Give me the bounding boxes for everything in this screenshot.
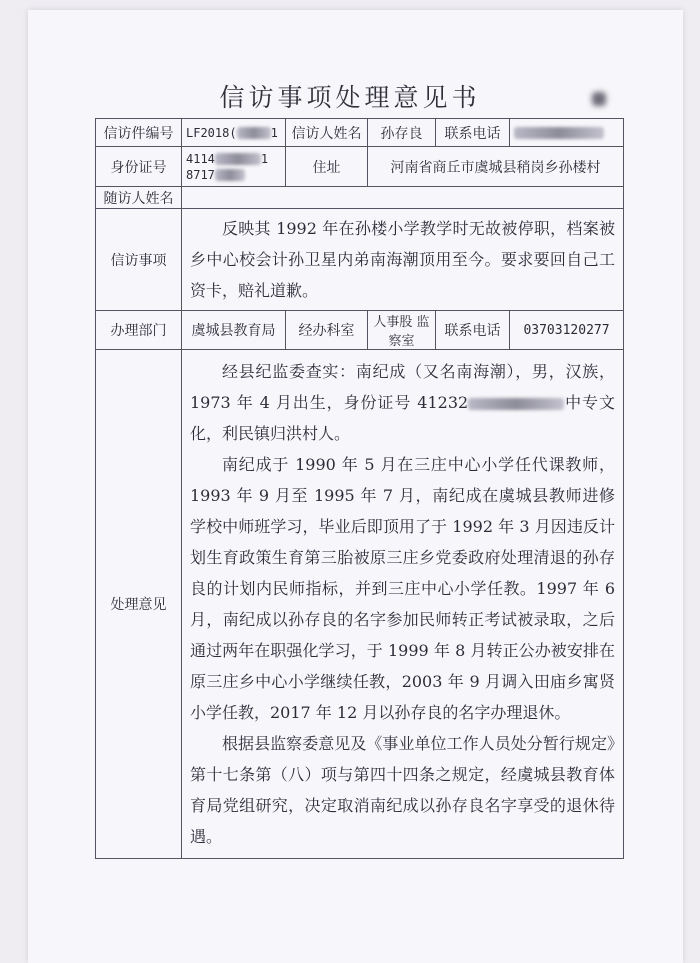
- redacted-mark: [514, 127, 604, 139]
- redacted-mark: [237, 127, 271, 139]
- companion-value: [182, 187, 624, 209]
- department-label: 办理部门: [96, 311, 182, 350]
- address-value: 河南省商丘市虞城县稍岗乡孙楼村: [368, 147, 624, 187]
- row-case-number: [96, 119, 624, 147]
- id-number-value: 4114 1 8717: [182, 147, 286, 187]
- row-matter: [96, 209, 624, 311]
- row-id-address: [96, 147, 624, 187]
- redacted-mark: [468, 398, 564, 410]
- row-opinion: [96, 350, 624, 859]
- contact-phone-value: [510, 119, 624, 147]
- redacted-mark: [215, 169, 245, 181]
- opinion-paragraph-2: 南纪成于 1990 年 5 月在三庄中心小学任代课教师，1993 年 9 月至 1995 年 7 月，南纪成在虞城县教师进修学校中师班学习，毕业后即顶用了于 1992 年 3 月因违反计划生育政策生育第三胎被原三庄乡党委政府处理清退的孙存良的计划内民师指标，并到三庄中心小学任教。1997 年 6 月，南纪成以孙存良的名字参加民师转正考试被录取，之后通过两年在职强化学习，于 1999 年 8 月转正公办被安排在原三庄乡中心小学继续任教，2003 年 9 月调入田庙乡寓贤小学任教，2017 年 12 月以孙存良的名字办理退休。: [190, 455, 615, 722]
- visitor-name-label: 信访人姓名: [286, 119, 368, 147]
- row-companion: [96, 187, 624, 209]
- visitor-name-value: 孙存良: [368, 119, 436, 147]
- opinion-text-cell: [182, 350, 624, 859]
- address-label: 住址: [286, 147, 368, 187]
- opinion-label: 处理意见: [96, 350, 182, 859]
- department-phone-value: 03703120277: [510, 311, 624, 350]
- department-office-label: 经办科室: [286, 311, 368, 350]
- petition-form-table: [95, 118, 624, 859]
- department-bureau: 虞城县教育局: [182, 311, 286, 350]
- department-phone-label: 联系电话: [436, 311, 510, 350]
- opinion-paragraph-3: 根据县监察委意见及《事业单位工作人员处分暂行规定》第十七条第（八）项与第四十四条之规定，经虞城县教育体育局党组研究，决定取消南纪成以孙存良名字享受的退休待遇。: [190, 734, 615, 846]
- redacted-mark: [215, 153, 261, 165]
- case-number-value: LF2018( 1: [182, 119, 286, 147]
- case-number-label: 信访件编号: [96, 119, 182, 147]
- matter-label: 信访事项: [96, 209, 182, 311]
- companion-label: 随访人姓名: [96, 187, 182, 209]
- id-number-label: 身份证号: [96, 147, 182, 187]
- matter-text-cell: [182, 209, 624, 311]
- contact-phone-label: 联系电话: [436, 119, 510, 147]
- row-department: [96, 311, 624, 350]
- matter-text: 反映其 1992 年在孙楼小学教学时无故被停职，档案被乡中心校会计孙卫星内弟南海潮顶用至今。要求要回自己工资卡，赔礼道歉。: [190, 219, 615, 300]
- opinion-paragraph-1: 经县纪监委查实：南纪成（又名南海潮），男，汉族，1973 年 4 月出生，身份证号 41232 中专文化，利民镇归洪村人。: [190, 362, 615, 443]
- document-title: 信访事项处理意见书: [219, 83, 481, 112]
- department-office-value: 人事股 监察室: [368, 311, 436, 350]
